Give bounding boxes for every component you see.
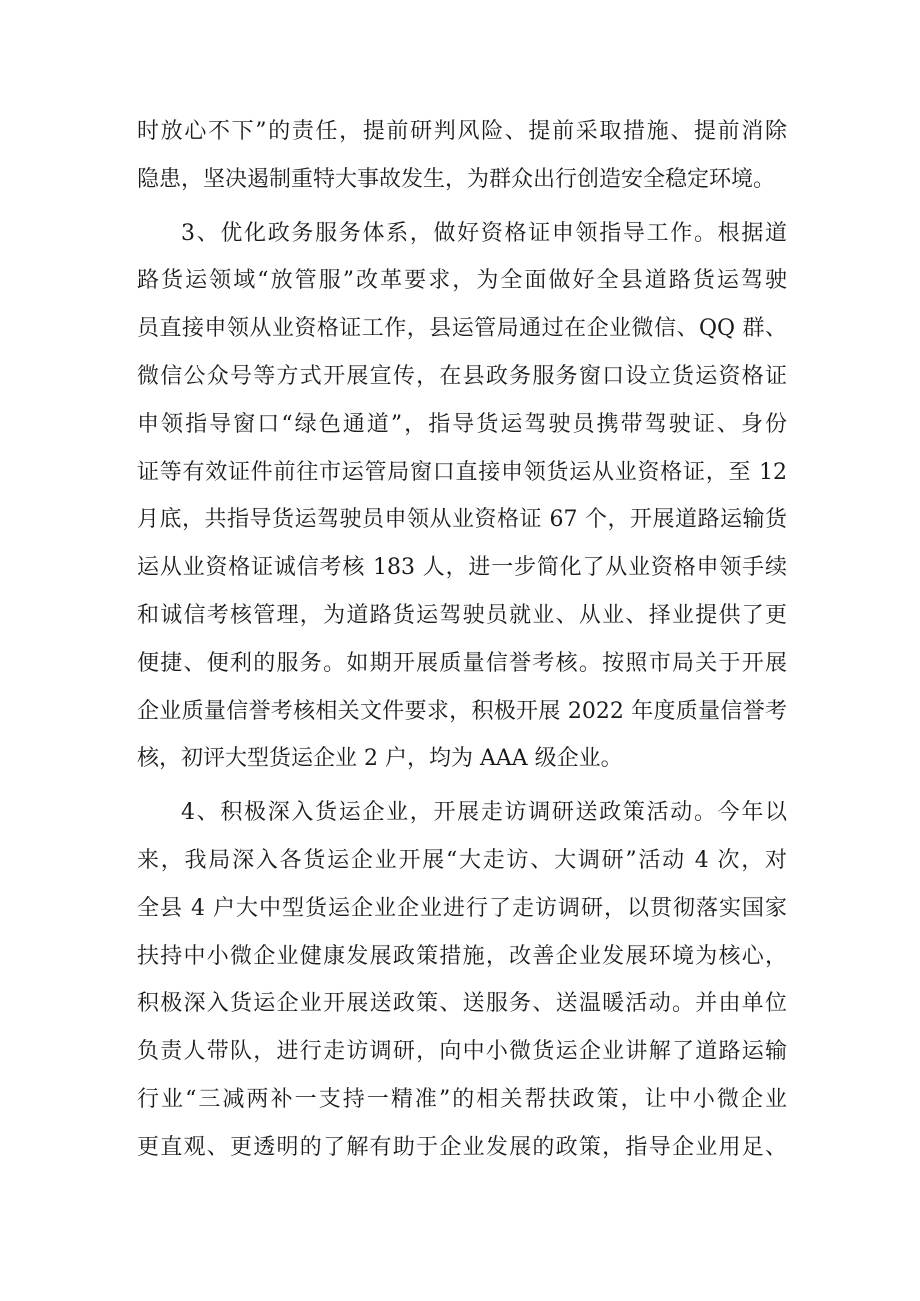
text-line: 4、积极深入货运企业，开展走访调研送政策活动。今年以 — [181, 800, 787, 826]
document-body — [137, 108, 787, 1172]
text-line: 路货运领域“放管服”改革要求，为全面做好全县道路货运驾驶 — [137, 268, 787, 294]
text-line: 时放心不下”的责任，提前研判风险、提前采取措施、提前消除 — [137, 119, 787, 144]
text-line: 企业质量信誉考核相关文件要求，积极开展 2022 年度质量信誉考 — [137, 698, 787, 724]
text-line: 微信公众号等方式开展宣传，在县政务服务窗口设立货运资格证 — [137, 363, 787, 389]
paragraph-safety-responsibility — [137, 108, 787, 204]
text-line: 更直观、更透明的了解有助于企业发展的政策，指导企业用足、 — [137, 1134, 787, 1160]
text-line: 积极深入货运企业开展送政策、送服务、送温暖活动。并由单位 — [137, 991, 787, 1017]
text-line: 证等有效证件前往市运管局窗口直接申领货运从业资格证，至 12 — [137, 459, 787, 485]
text-line: 运从业资格证诚信考核 183 人，进一步简化了从业资格申领手续 — [137, 555, 787, 581]
text-line: 扶持中小微企业健康发展政策措施，改善企业发展环境为核心， — [137, 943, 787, 969]
text-line: 全县 4 户大中型货运企业企业进行了走访调研，以贯彻落实国家 — [137, 895, 787, 921]
text-line: 隐患，坚决遏制重特大事故发生，为群众出行创造安全稳定环境。 — [137, 166, 776, 192]
text-line: 和诚信考核管理，为道路货运驾驶员就业、从业、择业提供了更 — [137, 602, 787, 628]
text-line: 员直接申领从业资格证工作，县运管局通过在企业微信、QQ 群、 — [137, 316, 787, 342]
text-line: 月底，共指导货运驾驶员申领从业资格证 67 个，开展道路运输货 — [137, 507, 787, 533]
paragraph-government-services — [137, 210, 787, 784]
text-line: 便捷、便利的服务。如期开展质量信誉考核。按照市局关于开展 — [137, 650, 787, 676]
text-line: 行业“三减两补一支持一精准”的相关帮扶政策，让中小微企业 — [137, 1086, 787, 1112]
text-line: 3、优化政务服务体系，做好资格证申领指导工作。根据道 — [181, 220, 787, 246]
paragraph-enterprise-visits — [137, 789, 787, 1171]
text-line: 申领指导窗口“绿色通道”，指导货运驾驶员携带驾驶证、身份 — [137, 411, 787, 437]
text-line: 来，我局深入各货运企业开展“大走访、大调研”活动 4 次，对 — [137, 847, 787, 873]
text-line: 核，初评大型货运企业 2 户，均为 AAA 级企业。 — [137, 746, 623, 772]
text-line: 负责人带队，进行走访调研，向中小微货运企业讲解了道路运输 — [137, 1039, 787, 1065]
